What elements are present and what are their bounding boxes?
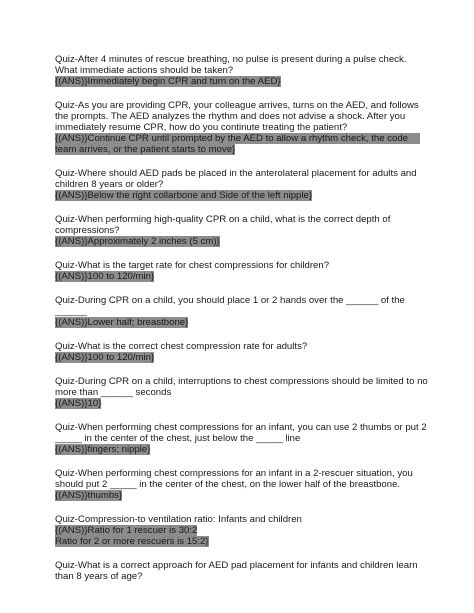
quiz-list [55,54,428,595]
question-text: Quiz-What is the correct chest compression rate for adults? [55,341,308,352]
question-text: Quiz-Where should AED pads be placed in the anterolateral placement for adults and [55,168,417,179]
quiz-item [55,341,420,363]
quiz-item [55,168,420,201]
answer-highlight: Ratio for 2 or more rescuers is 15:2} [55,536,209,547]
question-text: should put 2 _____ in the center of the chest, on the lower half of the breastbone. [55,479,401,490]
answer-line [55,133,420,144]
quiz-item [55,560,420,582]
answer-line [55,236,420,247]
answer-line [55,76,420,87]
answer-line [55,271,420,282]
quiz-item [55,295,420,328]
question-text: Quiz-When performing high-quality CPR on a child, what is the correct depth of [55,214,391,225]
question-text: Quiz-During CPR on a child, you should place 1 or 2 hands over the ______ of the [55,295,405,306]
quiz-item [55,54,420,87]
answer-line [55,190,420,201]
answer-highlight: {(ANS)}Immediately begin CPR and turn on the AED} [55,76,281,87]
quiz-item [55,260,420,282]
answer-highlight: {(ANS)}thumbs} [55,490,123,501]
answer-highlight: team arrives, or the patient starts to move} [55,144,236,155]
question-text: Quiz-When performing chest compressions for an infant in a 2-rescuer situation, you [55,468,413,479]
question-text: Quiz-As you are providing CPR, your colleague arrives, turns on the AED, and follows [55,100,419,111]
question-text: than 8 years of age? [55,571,143,582]
quiz-item [55,100,420,155]
answer-line [55,352,420,363]
quiz-item [55,214,420,247]
quiz-item [55,376,428,409]
question-text: Quiz-What is the target rate for chest compressions for children? [55,260,330,271]
question-text: Quiz-Compression-to ventilation ratio: Infants and children [55,514,302,525]
quiz-item [55,422,427,455]
answer-highlight: {(ANS)}Below the right collarbone and Side of the left nipple} [55,190,313,201]
answer-line [55,525,420,536]
question-text: immediately resume CPR, how do you continute treating the patient? [55,122,348,133]
question-text: _____ in the center of the chest, just below the _____ line [55,433,301,444]
answer-line [55,144,420,155]
answer-highlight: {(ANS)}10} [55,398,102,409]
answer-line [55,317,420,328]
question-text: more than ______ seconds [55,387,172,398]
answer-highlight: {(ANS)}fingers; nipple} [55,444,151,455]
question-text: Quiz-When performing chest compressions for an infant, you can use 2 thumbs or put 2 [55,422,427,433]
answer-highlight: {(ANS)}Approximately 2 inches (5 cm)} [55,236,220,247]
answer-highlight: {(ANS)}100 to 120/min} [55,271,155,282]
question-text: ______ [55,306,88,317]
question-text: the prompts. The AED analyzes the rhythm and does not advise a shock. After you [55,111,406,122]
answer-highlight: {(ANS)}Continue CPR until prompted by the AED to allow a rhythm check, the code [55,133,420,144]
answer-highlight: {(ANS)}Lower half; breastbone} [55,317,189,328]
question-text: What immediate actions should be taken? [55,65,234,76]
quiz-item [55,514,420,547]
answer-line [55,444,420,455]
answer-highlight: {(ANS)}100 to 120/min} [55,352,155,363]
question-text: Quiz-What is a correct approach for AED pad placement for infants and children learn [55,560,418,571]
answer-line [55,536,420,547]
quiz-item [55,468,420,501]
question-text: Quiz-During CPR on a child, interruptions to chest compressions should be limited to no [55,376,428,387]
answer-line [55,490,420,501]
answer-highlight: {(ANS)}Ratio for 1 rescuer is 30:2 [55,525,198,536]
question-text: children 8 years or older? [55,179,164,190]
answer-line [55,398,420,409]
question-text: Quiz-After 4 minutes of rescue breathing, no pulse is present during a pulse check. [55,54,407,65]
question-text: compressions? [55,225,120,236]
